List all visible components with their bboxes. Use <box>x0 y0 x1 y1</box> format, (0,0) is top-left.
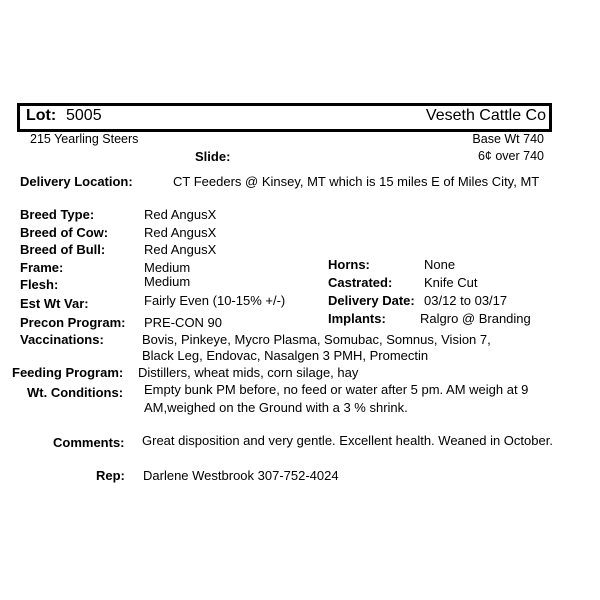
delivery-date-label: Delivery Date: <box>328 293 415 308</box>
wt-conditions-label: Wt. Conditions: <box>27 385 124 400</box>
rep-label: Rep: <box>96 468 125 483</box>
horns-label: Horns: <box>328 257 370 272</box>
head-description: 215 Yearling Steers <box>30 132 139 146</box>
breed-type-value: Red AngusX <box>144 207 217 222</box>
seller-name: Veseth Cattle Co <box>425 107 546 124</box>
breed-of-bull-label: Breed of Bull: <box>20 242 106 257</box>
feeding-program-value: Distillers, wheat mids, corn silage, hay <box>138 365 359 380</box>
vaccinations-label: Vaccinations: <box>20 332 104 347</box>
castrated-label: Castrated: <box>328 275 393 290</box>
breed-of-cow-value: Red AngusX <box>144 225 217 240</box>
delivery-date-value: 03/12 to 03/17 <box>424 293 508 308</box>
slide-label: Slide: <box>195 149 231 164</box>
wt-conditions-line-1: Empty bunk PM before, no feed or water after 5 pm. AM weigh at 9 <box>144 382 529 397</box>
precon-program-value: PRE-CON 90 <box>144 315 223 330</box>
rep-value: Darlene Westbrook 307-752-4024 <box>143 468 339 483</box>
breed-type-label: Breed Type: <box>20 207 95 222</box>
frame-label: Frame: <box>20 260 64 275</box>
breed-of-bull-value: Red AngusX <box>144 242 217 257</box>
slide-value: 6¢ over 740 <box>477 149 544 163</box>
precon-program-label: Precon Program: <box>20 315 126 330</box>
implants-label: Implants: <box>328 311 386 326</box>
feeding-program-label: Feeding Program: <box>12 365 124 380</box>
flesh-label: Flesh: <box>20 277 59 292</box>
lot-number: 5005 <box>66 107 102 124</box>
est-wt-var-value: Fairly Even (10-15% +/-) <box>144 293 286 308</box>
implants-value: Ralgro @ Branding <box>420 311 531 326</box>
delivery-location-label: Delivery Location: <box>20 174 133 189</box>
wt-conditions-line-2: AM,weighed on the Ground with a 3 % shrink. <box>144 400 408 415</box>
frame-value: Medium <box>144 260 191 275</box>
est-wt-var-label: Est Wt Var: <box>20 296 89 311</box>
breed-of-cow-label: Breed of Cow: <box>20 225 109 240</box>
vaccinations-line-1: Bovis, Pinkeye, Mycro Plasma, Somubac, Somnus, Vision 7, <box>142 332 491 347</box>
lot-header-box <box>17 103 552 132</box>
comments-label: Comments: <box>53 435 125 450</box>
lot-label: Lot: <box>26 107 57 124</box>
comments-value: Great disposition and very gentle. Excellent health. Weaned in October. <box>142 433 553 448</box>
base-weight: Base Wt 740 <box>472 132 544 146</box>
castrated-value: Knife Cut <box>424 275 478 290</box>
horns-value: None <box>424 257 456 272</box>
delivery-location-value: CT Feeders @ Kinsey, MT which is 15 miles E of Miles City, MT <box>173 174 540 189</box>
vaccinations-line-2: Black Leg, Endovac, Nasalgen 3 PMH, Promectin <box>142 348 429 363</box>
flesh-value: Medium <box>144 274 191 289</box>
